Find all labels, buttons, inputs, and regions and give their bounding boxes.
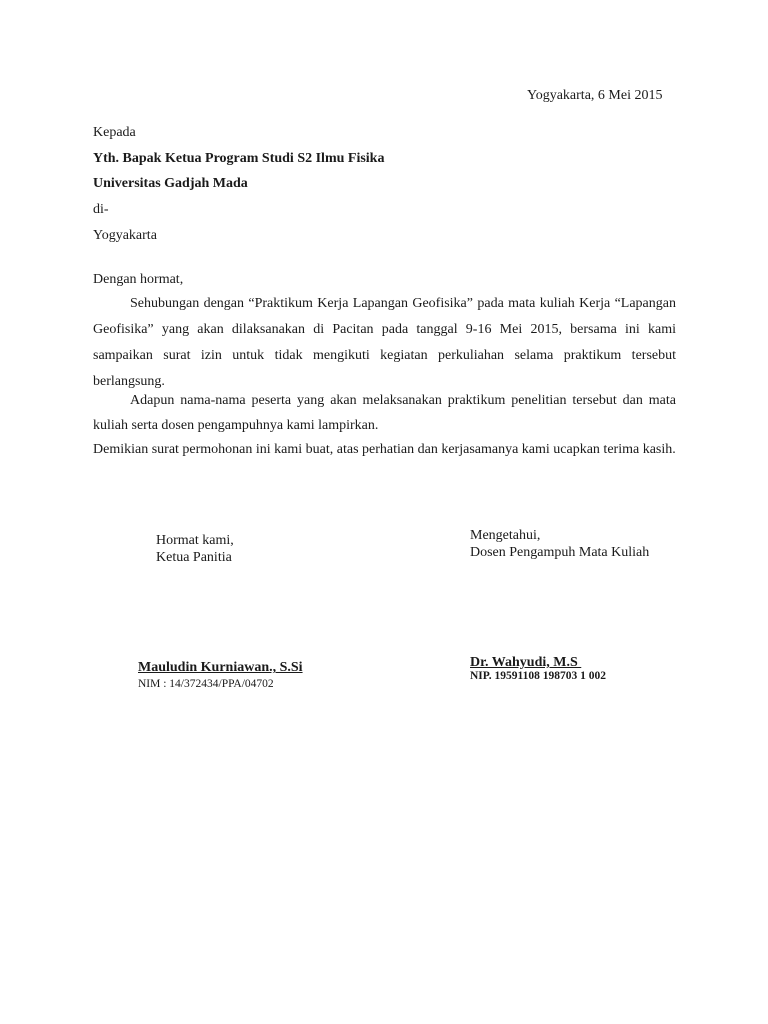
right-signatory-name: Dr. Wahyudi, M.S: [470, 655, 582, 670]
recipient-city: Yogyakarta: [93, 228, 157, 243]
recipient-kepada: Kepada: [93, 125, 136, 140]
recipient-title: Yth. Bapak Ketua Program Studi S2 Ilmu Fisika: [93, 151, 385, 166]
body-paragraph-1: Sehubungan dengan “Praktikum Kerja Lapangan Geofisika” pada mata kuliah Kerja “Lapangan Geofisika” yang akan dilaksanakan di Pacitan pada tanggal 9-16 Mei 2015, bersama ini kami sampaikan surat izin untuk tidak mengikuti kegiatan perkuliahan selama praktikum tersebut berlangsung.: [93, 296, 676, 389]
recipient-institution: Universitas Gadjah Mada: [93, 176, 248, 191]
recipient-di: di-: [93, 202, 109, 217]
left-signature-role: Ketua Panitia: [156, 550, 232, 565]
body-paragraph-3: Demikian surat permohonan ini kami buat, atas perhatian dan kerjasamanya kami ucapkan terima kasih.: [93, 442, 676, 457]
right-signatory-nip: NIP. 19591108 198703 1 002: [470, 670, 606, 682]
body-paragraph-2: Adapun nama-nama peserta yang akan melaksanakan praktikum penelitian tersebut dan mata kuliah serta dosen pengampuhnya kami lampirkan.: [93, 393, 676, 433]
right-signature-role: Dosen Pengampuh Mata Kuliah: [470, 545, 650, 560]
left-signatory-nim: NIM : 14/372434/PPA/04702: [138, 678, 274, 690]
left-signatory-name: Mauludin Kurniawan., S.Si: [138, 660, 303, 675]
salutation: Dengan hormat,: [93, 272, 184, 287]
left-signature-closing: Hormat kami,: [156, 533, 234, 548]
place-date: Yogyakarta, 6 Mei 2015: [527, 88, 663, 103]
right-signature-acknowledged: Mengetahui,: [470, 528, 541, 543]
